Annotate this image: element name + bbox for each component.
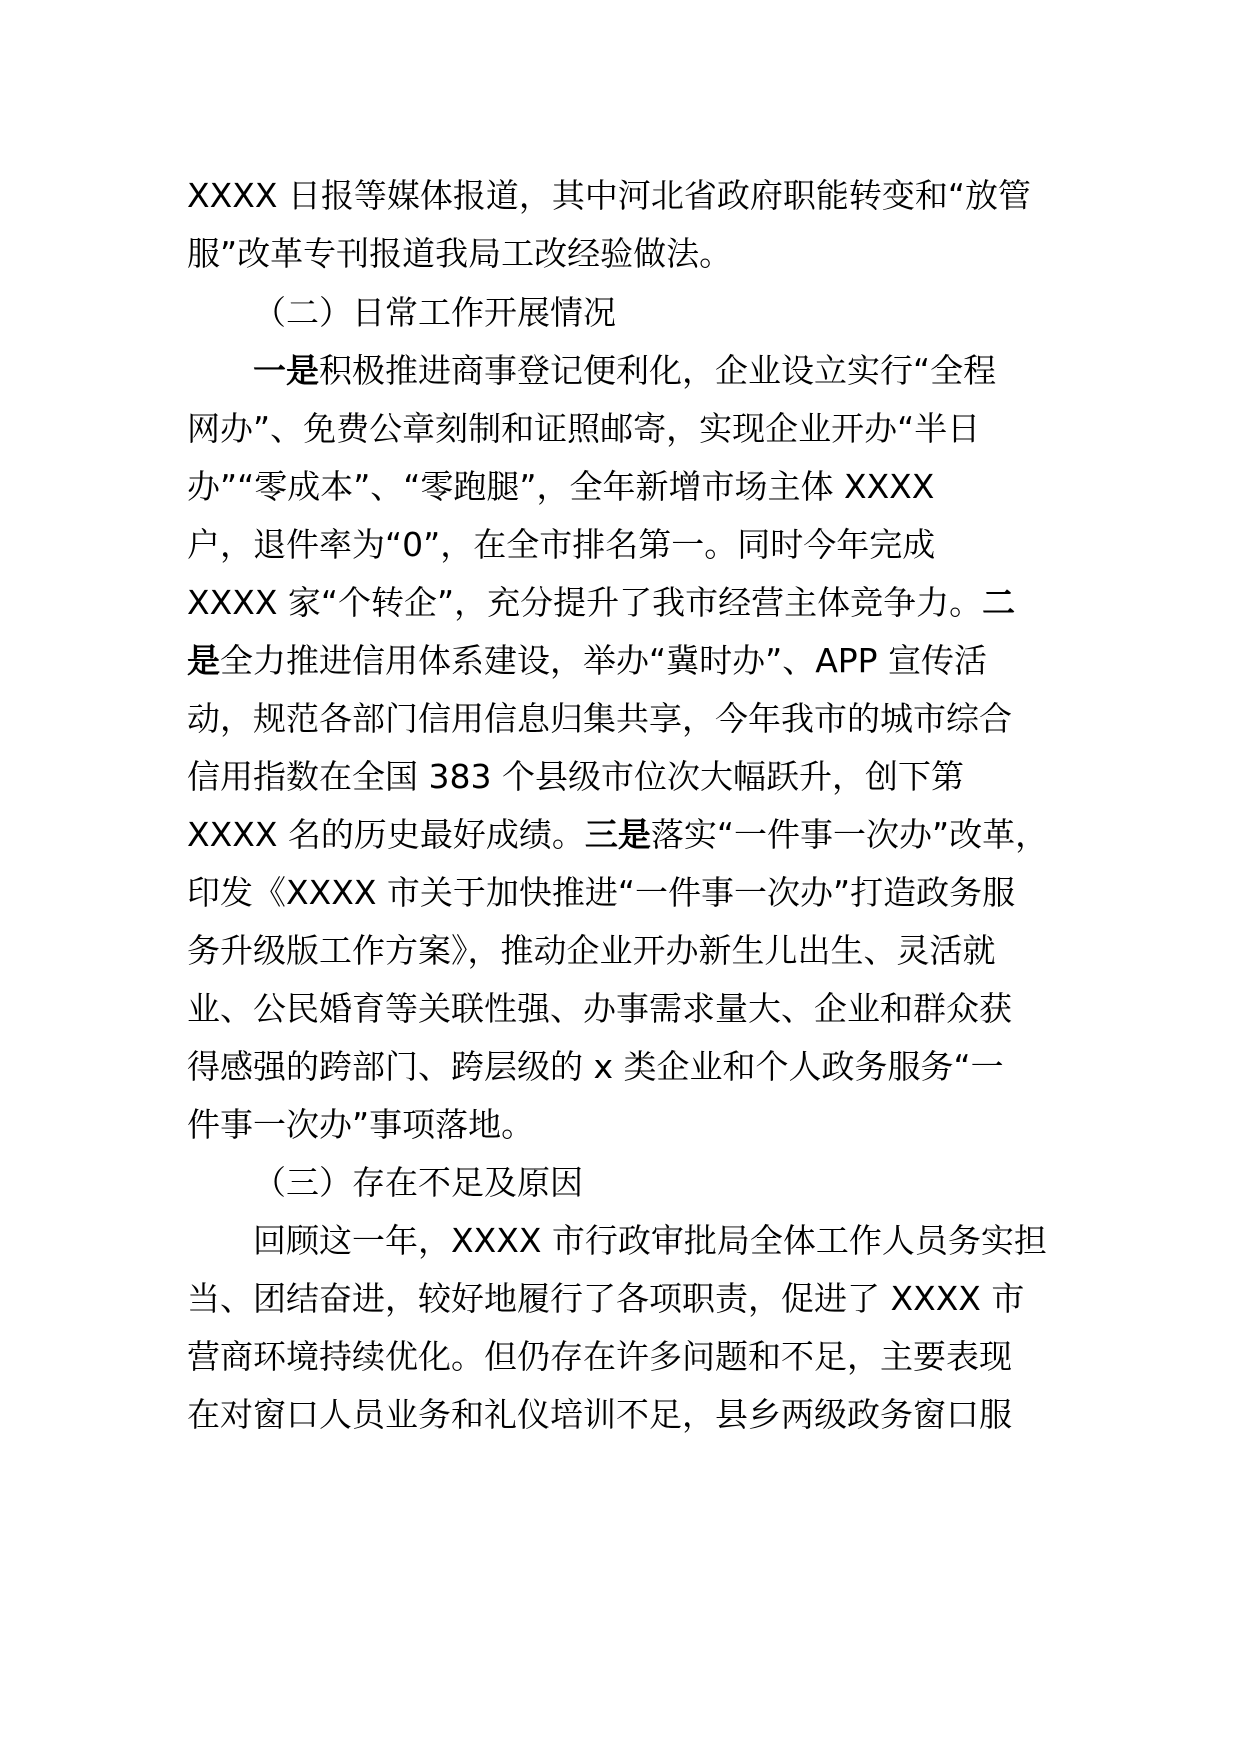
text-segment: XXXX 日报等媒体报道，其中河北省政府职能转变和“放管 — [187, 176, 1032, 215]
text-line-12 — [187, 815, 1048, 855]
text-segment: 户，退件率为“0”，在全市排名第一。同时今年完成 — [187, 525, 936, 564]
text-segment: 全力推进信用体系建设，举办“冀时办”、APP 宣传活 — [220, 641, 988, 680]
text-segment: 得感强的跨部门、跨层级的 x 类企业和个人政务服务“一 — [187, 1047, 1004, 1086]
text-line-10 — [187, 699, 1012, 739]
text-segment: 动，规范各部门信用信息归集共享，今年我市的城市综合 — [187, 699, 1012, 738]
text-line-20 — [187, 1279, 1024, 1319]
text-segment: 网办”、免费公章刻制和证照邮寄，实现企业开办“半日 — [187, 409, 981, 448]
text-line-21 — [187, 1337, 1012, 1377]
text-line-2 — [187, 234, 732, 274]
text-line-13 — [187, 873, 1015, 913]
text-line-14 — [187, 931, 996, 971]
text-line-6 — [187, 467, 934, 507]
text-segment: 营商环境持续优化。但仍存在许多问题和不足，主要表现 — [187, 1337, 1012, 1376]
text-segment: 业、公民婚育等关联性强、办事需求量大、企业和群众获 — [187, 989, 1012, 1028]
text-line-11 — [187, 757, 964, 797]
text-line-5 — [187, 409, 980, 449]
section-heading-2 — [253, 293, 616, 333]
text-line-1 — [187, 176, 1031, 216]
text-segment: 办”“零成本”、“零跑腿”，全年新增市场主体 XXXX — [187, 467, 935, 506]
text-segment: 回顾这一年，XXXX 市行政审批局全体工作人员务实担 — [253, 1221, 1047, 1260]
emphasis-label: 是 — [187, 641, 220, 680]
text-line-9 — [187, 641, 987, 681]
text-segment: 当、团结奋进，较好地履行了各项职责，促进了 XXXX 市 — [187, 1279, 1025, 1318]
text-line-7 — [187, 525, 935, 565]
text-segment: XXXX 家“个转企”，充分提升了我市经营主体竞争力。 — [187, 583, 983, 622]
text-line-16 — [187, 1047, 1004, 1087]
text-segment: （三）存在不足及原因 — [253, 1163, 583, 1202]
emphasis-label: 二 — [982, 583, 1016, 622]
text-segment: 服”改革专刊报道我局工改经验做法。 — [187, 234, 733, 273]
text-segment: 积极推进商事登记便利化，企业设立实行“全程 — [319, 351, 997, 390]
text-line-15 — [187, 989, 1012, 1029]
text-line-4 — [253, 351, 996, 391]
text-line-17 — [187, 1105, 534, 1145]
text-line-8 — [187, 583, 1015, 623]
text-segment: 务升级版工作方案》，推动企业开办新生儿出生、灵活就 — [187, 931, 996, 970]
text-segment: 在对窗口人员业务和礼仪培训不足，县乡两级政务窗口服 — [187, 1395, 1012, 1434]
text-segment: 印发《XXXX 市关于加快推进“一件事一次办”打造政务服 — [187, 873, 1016, 912]
emphasis-label: 一是 — [253, 351, 319, 390]
text-segment: 落实“一件事一次办”改革， — [650, 815, 1049, 854]
emphasis-label: 三是 — [584, 815, 651, 854]
text-line-19 — [253, 1221, 1047, 1261]
text-line-22 — [187, 1395, 1012, 1435]
text-segment: XXXX 名的历史最好成绩。 — [187, 815, 585, 854]
text-segment: （二）日常工作开展情况 — [253, 293, 616, 332]
section-heading-3 — [253, 1163, 583, 1203]
text-segment: 件事一次办”事项落地。 — [187, 1105, 535, 1144]
text-segment: 信用指数在全国 383 个县级市位次大幅跃升，创下第 — [187, 757, 964, 796]
